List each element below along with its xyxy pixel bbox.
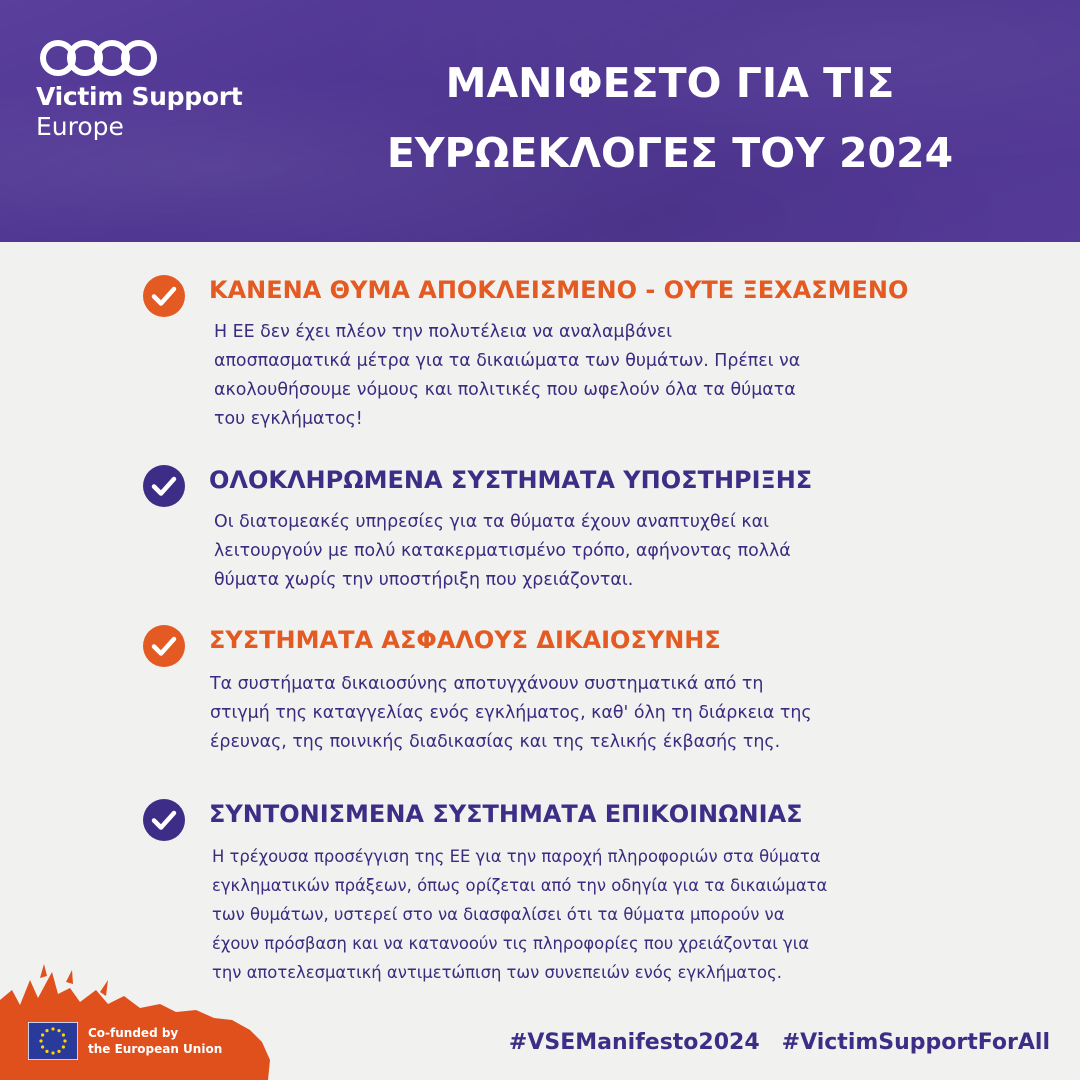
item-title: ΟΛΟΚΛΗΡΩΜΕΝΑ ΣΥΣΤΗΜΑΤΑ ΥΠΟΣΤΗΡΙΞΗΣ [209,466,813,494]
hashtag-support: #VictimSupportForAll [781,1030,1050,1055]
hashtags [509,1030,1050,1055]
item-title: ΣΥΝΤΟΝΙΣΜΕΝΑ ΣΥΣΤΗΜΑΤΑ ΕΠΙΚΟΙΝΩΝΙΑΣ [209,800,803,828]
body-line: θύματα χωρίς την υποστήριξη που χρειάζονται. [214,570,634,590]
body-line: Η τρέχουσα προσέγγιση της ΕΕ για την παροχή πληροφοριών στα θύματα [212,847,821,866]
body-line: έχουν πρόσβαση και να κατανοούν τις πληροφορίες που χρειάζονται για [212,934,810,953]
hashtag-manifesto: #VSEManifesto2024 [508,1030,760,1055]
item-body [214,508,914,595]
check-circle-icon [142,798,186,842]
check-circle-icon [142,274,186,318]
eu-text [88,1025,222,1057]
eu-flag-icon [28,1022,78,1060]
eu-cofunding [28,1022,222,1060]
body-line: ακολουθήσουμε νόμους και πολιτικές που ωφελούν όλα τα θύματα [214,380,796,400]
item-title: ΚΑΝΕΝΑ ΘΥΜΑ ΑΠΟΚΛΕΙΣΜΕΝΟ - ΟΥΤΕ ΞΕΧΑΣΜΕΝΟ [209,276,909,304]
header-banner [0,0,1080,242]
body-line: των θυμάτων, υστερεί στο να διασφαλίσει ότι τα θύματα μπορούν να [212,905,785,924]
body-line: Τα συστήματα δικαιοσύνης αποτυγχάνουν συστηματικά από τη [210,674,764,694]
body-line: Η ΕΕ δεν έχει πλέον την πολυτέλεια να αναλαμβάνει [214,322,673,342]
logo-name: Victim Support [36,82,243,111]
body-line: εγκληματικών πράξεων, όπως ορίζεται από την οδηγία για τα δικαιώματα [212,876,828,895]
vse-logo [36,38,266,142]
body-line: Οι διατομεακές υπηρεσίες για τα θύματα έχουν αναπτυχθεί και [214,512,769,532]
body-line: στιγμή της καταγγελίας ενός εγκλήματος, καθ' όλη τη διάρκεια της [210,703,812,723]
orange-paint-splash [0,960,300,1080]
logo-sub: Europe [36,112,124,141]
body-line: έρευνας, της ποινικής διαδικασίας και της τελικής έκβασής της. [210,732,781,752]
item-body [212,842,912,987]
check-circle-icon [142,624,186,668]
body-line: του εγκλήματος! [214,409,363,429]
rings-logo-icon [36,38,166,78]
eu-line-1: Co-funded by [88,1026,179,1040]
title-line-1: ΜΑΝΙΦΕΣΤΟ ΓΙΑ ΤΙΣ [445,59,895,107]
body-line: την αποτελεσματική αντιμετώπιση των συνεπειών ενός εγκλήματος. [212,963,782,982]
page-title [290,48,1050,188]
check-circle-icon [142,464,186,508]
item-body [210,670,910,757]
title-line-2: ΕΥΡΩΕΚΛΟΓΕΣ ΤΟΥ 2024 [386,129,954,177]
eu-line-2: the European Union [88,1042,223,1056]
body-line: αποσπασματικά μέτρα για τα δικαιώματα των θυμάτων. Πρέπει να [214,351,801,371]
body-line: λειτουργούν με πολύ κατακερματισμένο τρόπο, αφήνοντας πολλά [214,541,791,561]
item-title: ΣΥΣΤΗΜΑΤΑ ΑΣΦΑΛΟΥΣ ΔΙΚΑΙΟΣΥΝΗΣ [209,626,721,654]
item-body [214,318,914,434]
